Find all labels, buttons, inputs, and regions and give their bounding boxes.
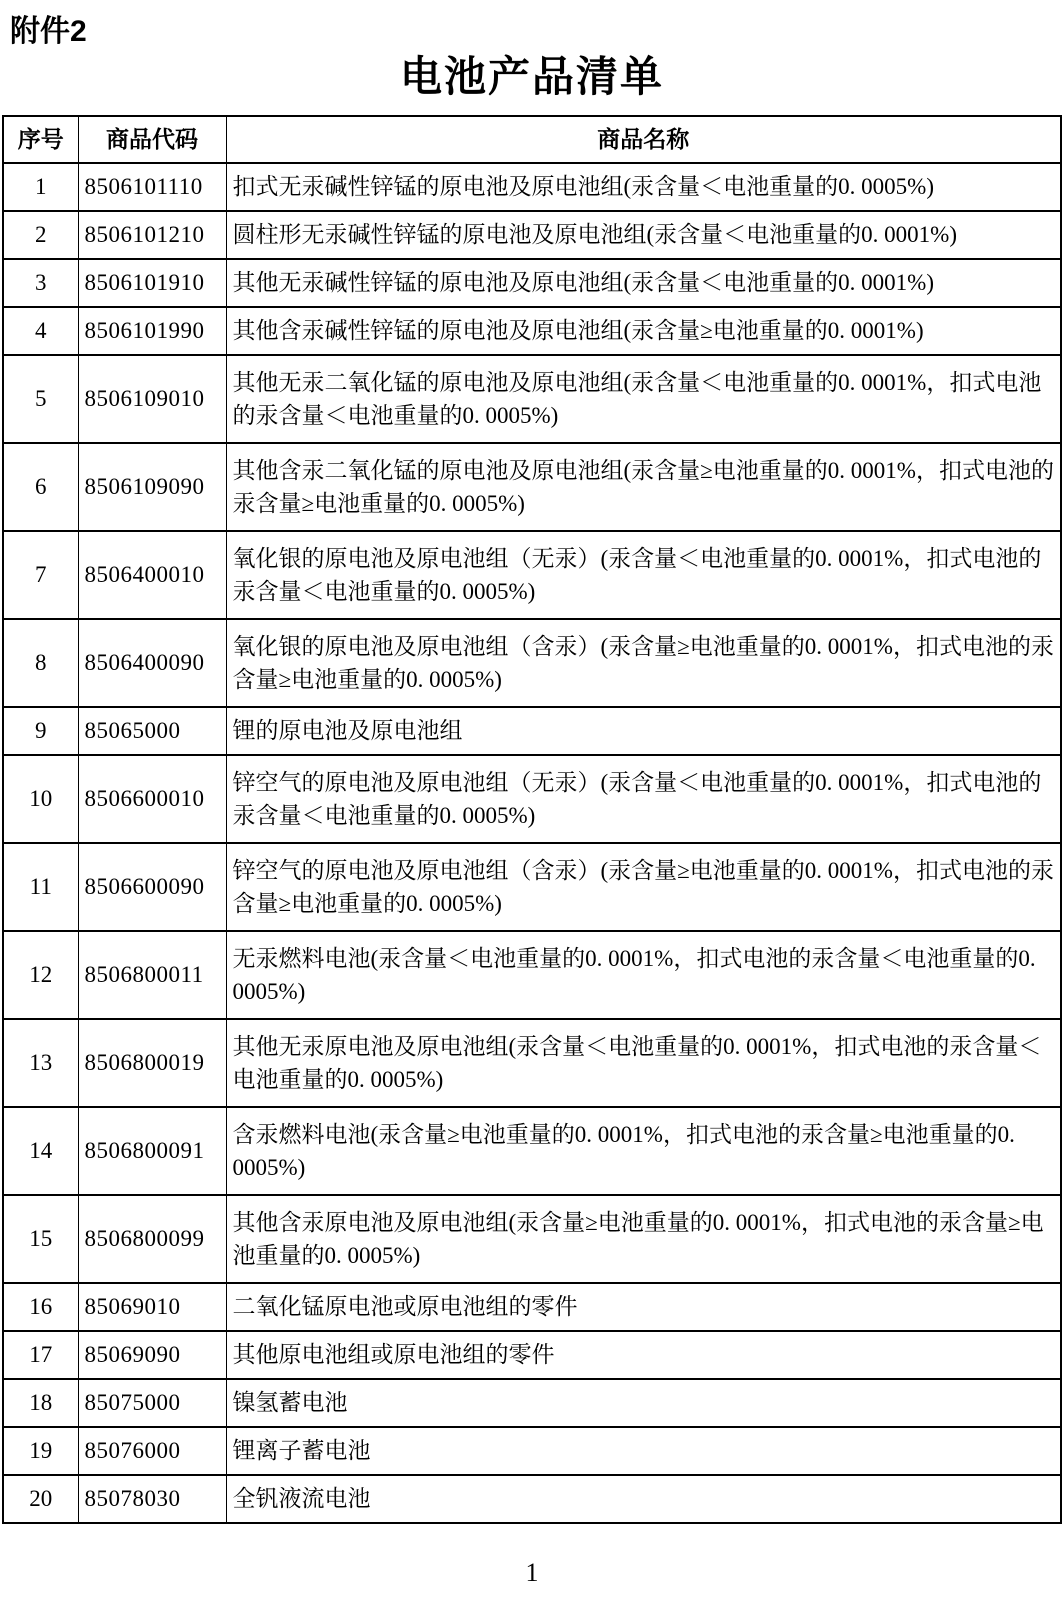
product-code-cell: 85075000 — [78, 1379, 226, 1427]
table-row — [3, 931, 1061, 1019]
product-name-cell: 氧化银的原电池及原电池组（无汞）(汞含量＜电池重量的0. 0001%，扣式电池的汞含量＜电池重量的0. 0005%) — [226, 531, 1061, 619]
product-name-cell: 其他原电池组或原电池组的零件 — [226, 1331, 1061, 1379]
product-code-cell: 8506600010 — [78, 755, 226, 843]
serial-number-cell: 20 — [3, 1475, 78, 1523]
table-row — [3, 755, 1061, 843]
product-name-cell: 其他无汞二氧化锰的原电池及原电池组(汞含量＜电池重量的0. 0001%，扣式电池的汞含量＜电池重量的0. 0005%) — [226, 355, 1061, 443]
header-product-name: 商品名称 — [226, 116, 1061, 163]
table-row — [3, 163, 1061, 211]
table-row — [3, 1331, 1061, 1379]
table-row — [3, 843, 1061, 931]
product-code-cell: 8506800099 — [78, 1195, 226, 1283]
table-row — [3, 259, 1061, 307]
table-row — [3, 443, 1061, 531]
product-code-cell: 8506800091 — [78, 1107, 226, 1195]
serial-number-cell: 1 — [3, 163, 78, 211]
product-code-cell: 85069010 — [78, 1283, 226, 1331]
product-name-cell: 二氧化锰原电池或原电池组的零件 — [226, 1283, 1061, 1331]
serial-number-cell: 15 — [3, 1195, 78, 1283]
product-code-cell: 8506101910 — [78, 259, 226, 307]
serial-number-cell: 14 — [3, 1107, 78, 1195]
serial-number-cell: 8 — [3, 619, 78, 707]
battery-product-table — [2, 115, 1062, 1524]
product-name-cell: 锂的原电池及原电池组 — [226, 707, 1061, 755]
serial-number-cell: 3 — [3, 259, 78, 307]
table-row — [3, 1019, 1061, 1107]
product-name-cell: 其他无汞原电池及原电池组(汞含量＜电池重量的0. 0001%，扣式电池的汞含量＜电池重量的0. 0005%) — [226, 1019, 1061, 1107]
product-code-cell: 8506101110 — [78, 163, 226, 211]
product-code-cell: 85078030 — [78, 1475, 226, 1523]
product-name-cell: 其他含汞碱性锌锰的原电池及原电池组(汞含量≥电池重量的0. 0001%) — [226, 307, 1061, 355]
serial-number-cell: 12 — [3, 931, 78, 1019]
table-row — [3, 1107, 1061, 1195]
serial-number-cell: 13 — [3, 1019, 78, 1107]
table-row — [3, 1427, 1061, 1475]
table-row — [3, 619, 1061, 707]
product-name-cell: 锌空气的原电池及原电池组（含汞）(汞含量≥电池重量的0. 0001%，扣式电池的汞含量≥电池重量的0. 0005%) — [226, 843, 1061, 931]
table-header-row — [3, 116, 1061, 163]
product-code-cell: 8506101210 — [78, 211, 226, 259]
serial-number-cell: 4 — [3, 307, 78, 355]
product-code-cell: 85065000 — [78, 707, 226, 755]
table-row — [3, 707, 1061, 755]
header-serial-number: 序号 — [3, 116, 78, 163]
table-row — [3, 1283, 1061, 1331]
product-name-cell: 全钒液流电池 — [226, 1475, 1061, 1523]
serial-number-cell: 16 — [3, 1283, 78, 1331]
product-name-cell: 镍氢蓄电池 — [226, 1379, 1061, 1427]
product-name-cell: 氧化银的原电池及原电池组（含汞）(汞含量≥电池重量的0. 0001%，扣式电池的汞含量≥电池重量的0. 0005%) — [226, 619, 1061, 707]
table-row — [3, 531, 1061, 619]
serial-number-cell: 11 — [3, 843, 78, 931]
product-code-cell: 8506109010 — [78, 355, 226, 443]
attachment-label: 附件2 — [10, 15, 87, 48]
serial-number-cell: 7 — [3, 531, 78, 619]
product-name-cell: 无汞燃料电池(汞含量＜电池重量的0. 0001%，扣式电池的汞含量＜电池重量的0. 0005%) — [226, 931, 1061, 1019]
serial-number-cell: 5 — [3, 355, 78, 443]
product-name-cell: 锌空气的原电池及原电池组（无汞）(汞含量＜电池重量的0. 0001%，扣式电池的汞含量＜电池重量的0. 0005%) — [226, 755, 1061, 843]
product-code-cell: 8506600090 — [78, 843, 226, 931]
product-code-cell: 8506101990 — [78, 307, 226, 355]
serial-number-cell: 2 — [3, 211, 78, 259]
product-name-cell: 其他含汞原电池及原电池组(汞含量≥电池重量的0. 0001%，扣式电池的汞含量≥电池重量的0. 0005%) — [226, 1195, 1061, 1283]
product-code-cell: 85069090 — [78, 1331, 226, 1379]
table-row — [3, 355, 1061, 443]
product-name-cell: 其他含汞二氧化锰的原电池及原电池组(汞含量≥电池重量的0. 0001%，扣式电池的汞含量≥电池重量的0. 0005%) — [226, 443, 1061, 531]
product-name-cell: 锂离子蓄电池 — [226, 1427, 1061, 1475]
table-row — [3, 307, 1061, 355]
table-row — [3, 211, 1061, 259]
product-code-cell: 8506800011 — [78, 931, 226, 1019]
header-product-code: 商品代码 — [78, 116, 226, 163]
serial-number-cell: 10 — [3, 755, 78, 843]
product-code-cell: 8506109090 — [78, 443, 226, 531]
product-code-cell: 8506400010 — [78, 531, 226, 619]
page-title: 电池产品清单 — [399, 55, 664, 101]
product-code-cell: 8506400090 — [78, 619, 226, 707]
product-code-cell: 85076000 — [78, 1427, 226, 1475]
product-name-cell: 其他无汞碱性锌锰的原电池及原电池组(汞含量＜电池重量的0. 0001%) — [226, 259, 1061, 307]
product-name-cell: 扣式无汞碱性锌锰的原电池及原电池组(汞含量＜电池重量的0. 0005%) — [226, 163, 1061, 211]
table-row — [3, 1475, 1061, 1523]
serial-number-cell: 19 — [3, 1427, 78, 1475]
serial-number-cell: 17 — [3, 1331, 78, 1379]
product-code-cell: 8506800019 — [78, 1019, 226, 1107]
serial-number-cell: 6 — [3, 443, 78, 531]
table-row — [3, 1195, 1061, 1283]
page-number: 1 — [525, 1558, 539, 1587]
product-name-cell: 圆柱形无汞碱性锌锰的原电池及原电池组(汞含量＜电池重量的0. 0001%) — [226, 211, 1061, 259]
serial-number-cell: 18 — [3, 1379, 78, 1427]
product-name-cell: 含汞燃料电池(汞含量≥电池重量的0. 0001%，扣式电池的汞含量≥电池重量的0. 0005%) — [226, 1107, 1061, 1195]
table-row — [3, 1379, 1061, 1427]
serial-number-cell: 9 — [3, 707, 78, 755]
